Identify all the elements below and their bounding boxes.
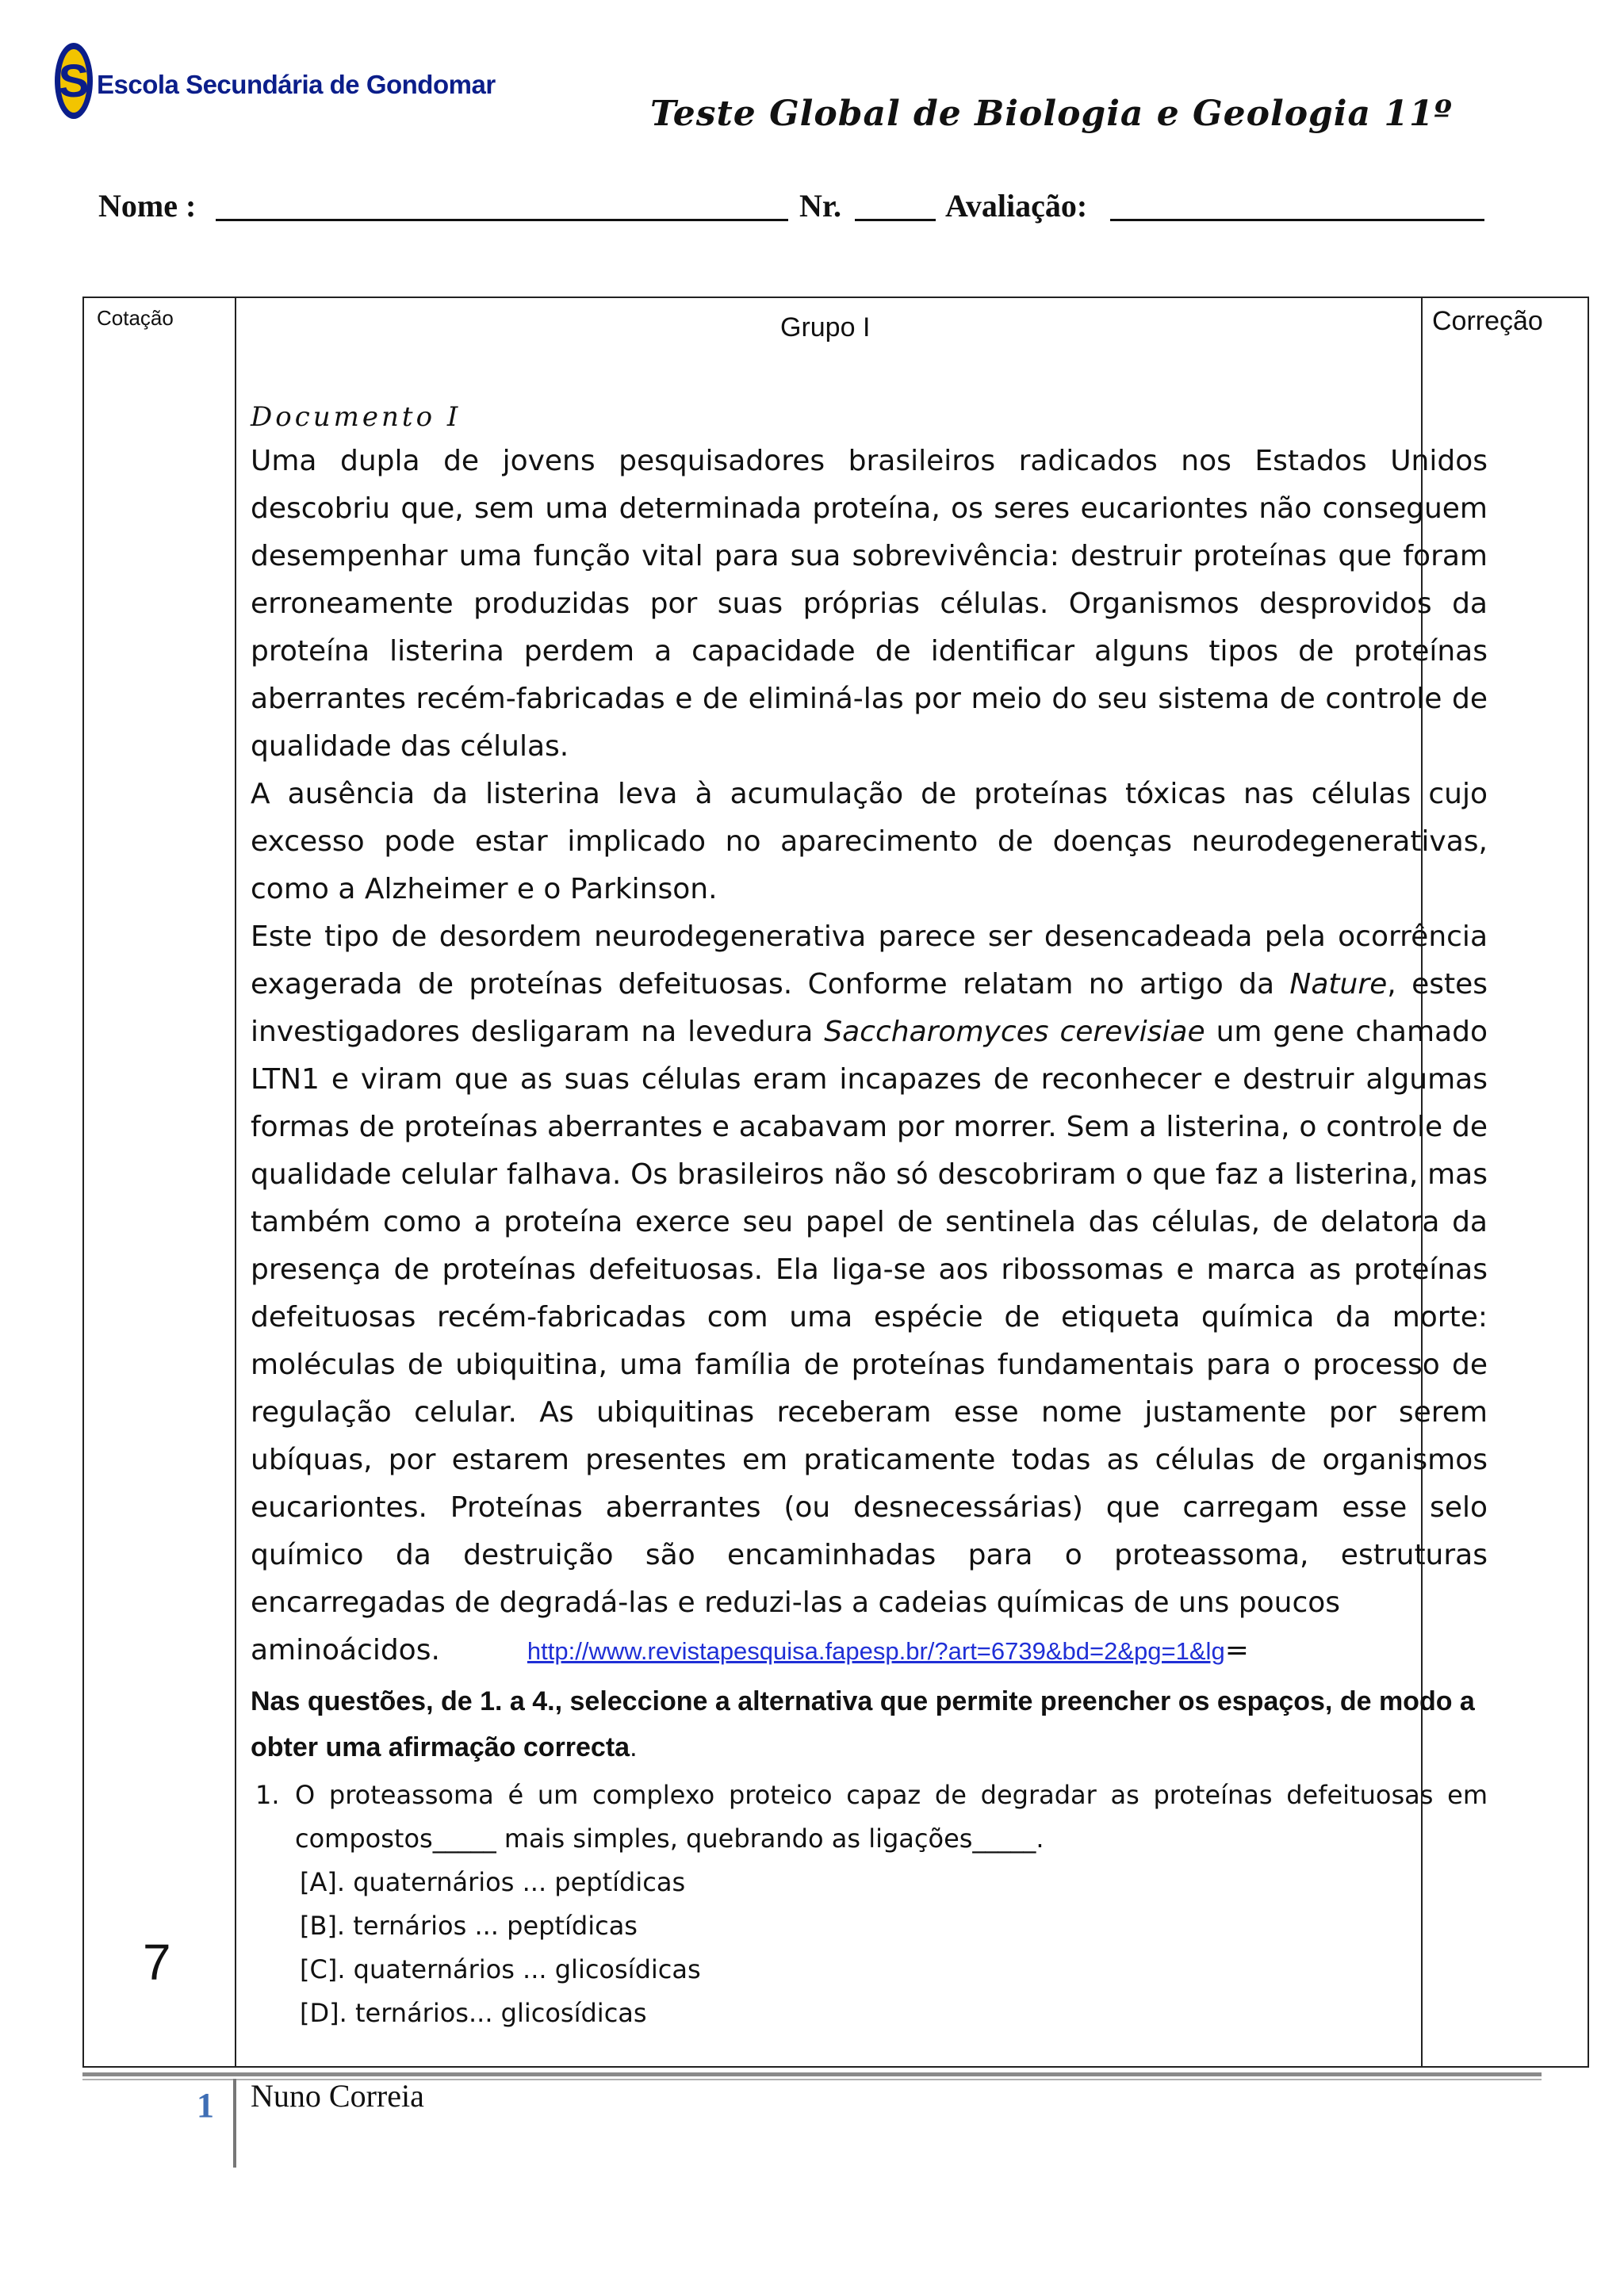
option-c[interactable]: [C]. quaternários ... glicosídicas [300,1954,701,1984]
question-text: O proteassoma é um complexo proteico capaz de degradar as proteínas defeituosas em compostos_____ mais simples, quebrando as ligações_____. [295,1780,1488,1854]
cotacao-header: Cotação [97,306,174,330]
page-number: 1 [197,2086,214,2125]
group-title: Grupo I [780,312,871,342]
paragraph-text: , estes investigadores desligaram na levedura [251,968,1488,1048]
school-name: Escola Secundária de Gondomar [97,70,496,99]
option-a[interactable]: [A]. quaternários ... peptídicas [300,1867,686,1897]
svg-text:S: S [58,55,90,107]
school-logo-icon [52,40,95,122]
instructions [251,1678,1488,1770]
footer-divider [82,2072,1542,2076]
document-paragraph-3 [251,913,1488,1627]
cotacao-value: 7 [143,1934,171,1991]
column-divider [235,298,236,2066]
option-d[interactable]: [D]. ternários... glicosídicas [300,1998,647,2028]
footer-separator [233,2079,236,2168]
question-content [251,396,1488,2035]
exam-table [82,297,1589,2068]
name-field[interactable] [216,219,788,221]
name-label: Nome : [98,188,197,224]
document-label: Documento I [251,401,462,433]
species-name: Saccharomyces cerevisiae [824,1016,1205,1048]
document-paragraph-1: Uma dupla de jovens pesquisadores brasileiros radicados nos Estados Unidos descobriu que, sem uma determinada proteína, os seres eucariontes não conseguem desempenhar uma função vital para sua sobrevivência: destruir proteínas que foram erroneamente produzidas por suas próprias células. Organismos desprovidos da proteína listerina perdem a capacidade de identificar alguns tipos de proteínas aberrantes recém-fabricadas e de eliminá-las por meio do seu sistema de controle de qualidade das células. [251,445,1488,763]
number-field[interactable] [855,219,936,221]
option-b[interactable]: [B]. ternários ... peptídicas [300,1911,638,1941]
school-logo [52,40,496,127]
question-number: 1. [255,1780,280,1810]
source-link[interactable]: http://www.revistapesquisa.fapesp.br/?art=6739&bd=2&pg=1&lg [527,1637,1225,1665]
question-1 [251,1774,1488,2035]
evaluation-field[interactable] [1110,219,1484,221]
evaluation-label: Avaliação: [945,188,1088,224]
student-info-line [98,184,1494,232]
question-stem [251,1774,1488,1861]
source-suffix: = [1224,1634,1249,1667]
last-word: aminoácidos. [251,1634,440,1667]
instructions-text: Nas questões, de 1. a 4., seleccione a alternativa que permite preencher os espaços, de modo a obter uma afirmação correcta [251,1686,1475,1762]
paragraph-text: um gene chamado LTN1 e viram que as suas células eram incapazes de reconhecer e destruir algumas formas de proteínas aberrantes e acabavam por morrer. Sem a listerina, o controle de qualidade celular falhava. Os brasileiros não só descobriram o que faz a listerina, mas também como a proteína exerce seu papel de sentinela das células, de delatora da presença de proteínas defeituosas. Ela liga-se aos ribossomas e marca as proteínas defeituosas recém-fabricadas com uma espécie de etiqueta química da morte: moléculas de ubiquitina, uma família de proteínas fundamentais para o processo de regulação celular. As ubiquitinas receberam esse nome justamente por serem ubíquas, por estarem presentes em praticamente todas as células de organismos eucariontes. Proteínas aberrantes (ou desnecessárias) que carregam esse selo químico da destruição são encaminhadas para o proteassoma, estruturas encarregadas de degradá-las e reduzi-las a cadeias químicas de uns poucos [251,1016,1488,1619]
document-paragraph-2: A ausência da listerina leva à acumulação de proteínas tóxicas nas células cujo excesso pode estar implicado no aparecimento de doenças neurodegenerativas, como a Alzheimer e o Parkinson. [251,778,1488,905]
source-line [251,1627,1488,1675]
footer-author: Nuno Correia [251,2078,424,2114]
number-label: Nr. [799,188,841,224]
paragraph-text: Este tipo de desordem neurodegenerativa parece ser desencadeada pela ocorrência exagerada de proteínas defeituosas. Conforme relatam no artigo da [251,920,1488,1001]
test-title: Teste Global de Biologia e Geologia 11º [650,94,1453,134]
correcao-header: Correção [1432,306,1543,336]
instructions-end: . [630,1732,638,1762]
journal-name: Nature [1289,968,1388,1001]
